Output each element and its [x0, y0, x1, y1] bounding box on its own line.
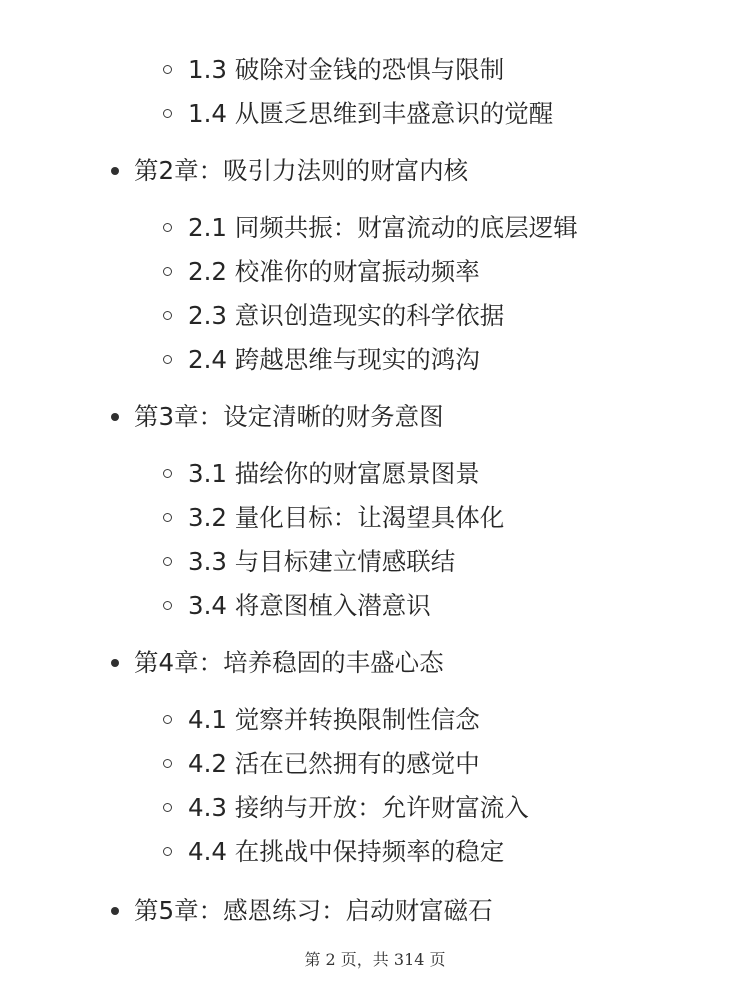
toc-section-1-4[interactable]	[188, 94, 553, 134]
hollow-bullet-icon	[163, 355, 172, 364]
toc-chapter-label: 第3章：设定清晰的财务意图	[134, 402, 444, 431]
hollow-bullet-icon	[163, 803, 172, 812]
toc-section-3-4[interactable]	[188, 586, 431, 626]
hollow-bullet-icon	[163, 469, 172, 478]
filled-bullet-icon	[111, 167, 119, 175]
toc-section-4-1[interactable]	[188, 700, 480, 740]
page-number-footer: 第 2 页，共 314 页	[304, 950, 446, 969]
toc-section-label: 4.2 活在已然拥有的感觉中	[188, 749, 480, 778]
hollow-bullet-icon	[163, 557, 172, 566]
toc-section-label: 4.3 接纳与开放：允许财富流入	[188, 793, 529, 822]
toc-section-label: 1.3 破除对金钱的恐惧与限制	[188, 55, 505, 84]
hollow-bullet-icon	[163, 109, 172, 118]
hollow-bullet-icon	[163, 311, 172, 320]
toc-section-label: 2.1 同频共振：财富流动的底层逻辑	[188, 213, 578, 242]
toc-section-2-3[interactable]	[188, 296, 504, 336]
toc-section-4-2[interactable]	[188, 744, 480, 784]
toc-section-label: 3.1 描绘你的财富愿景图景	[188, 459, 480, 488]
filled-bullet-icon	[111, 413, 119, 421]
toc-section-label: 3.4 将意图植入潜意识	[188, 591, 431, 620]
filled-bullet-icon	[111, 907, 119, 915]
toc-chapter-5[interactable]	[134, 891, 493, 931]
toc-section-label: 2.3 意识创造现实的科学依据	[188, 301, 505, 330]
hollow-bullet-icon	[163, 759, 172, 768]
toc-section-4-4[interactable]	[188, 832, 504, 872]
toc-chapter-label: 第2章：吸引力法则的财富内核	[134, 156, 469, 185]
toc-chapter-label: 第4章：培养稳固的丰盛心态	[134, 648, 444, 677]
hollow-bullet-icon	[163, 715, 172, 724]
filled-bullet-icon	[111, 659, 119, 667]
toc-section-label: 3.3 与目标建立情感联结	[188, 547, 456, 576]
toc-section-2-1[interactable]	[188, 208, 578, 248]
toc-section-label: 2.4 跨越思维与现实的鸿沟	[188, 345, 480, 374]
toc-section-2-2[interactable]	[188, 252, 480, 292]
toc-section-3-1[interactable]	[188, 454, 480, 494]
toc-chapter-3[interactable]	[134, 397, 444, 437]
hollow-bullet-icon	[163, 223, 172, 232]
toc-chapter-4[interactable]	[134, 643, 444, 683]
toc-section-2-4[interactable]	[188, 340, 480, 380]
toc-section-label: 2.2 校准你的财富振动频率	[188, 257, 480, 286]
hollow-bullet-icon	[163, 601, 172, 610]
hollow-bullet-icon	[163, 65, 172, 74]
hollow-bullet-icon	[163, 267, 172, 276]
toc-section-label: 4.4 在挑战中保持频率的稳定	[188, 837, 505, 866]
toc-section-3-3[interactable]	[188, 542, 455, 582]
hollow-bullet-icon	[163, 513, 172, 522]
toc-section-label: 3.2 量化目标：让渴望具体化	[188, 503, 505, 532]
toc-section-label: 1.4 从匮乏思维到丰盛意识的觉醒	[188, 99, 554, 128]
hollow-bullet-icon	[163, 847, 172, 856]
toc-section-4-3[interactable]	[188, 788, 529, 828]
toc-section-3-2[interactable]	[188, 498, 504, 538]
toc-chapter-2[interactable]	[134, 151, 468, 191]
toc-chapter-label: 第5章：感恩练习：启动财富磁石	[134, 896, 493, 925]
toc-section-1-3[interactable]	[188, 50, 504, 90]
toc-section-label: 4.1 觉察并转换限制性信念	[188, 705, 480, 734]
